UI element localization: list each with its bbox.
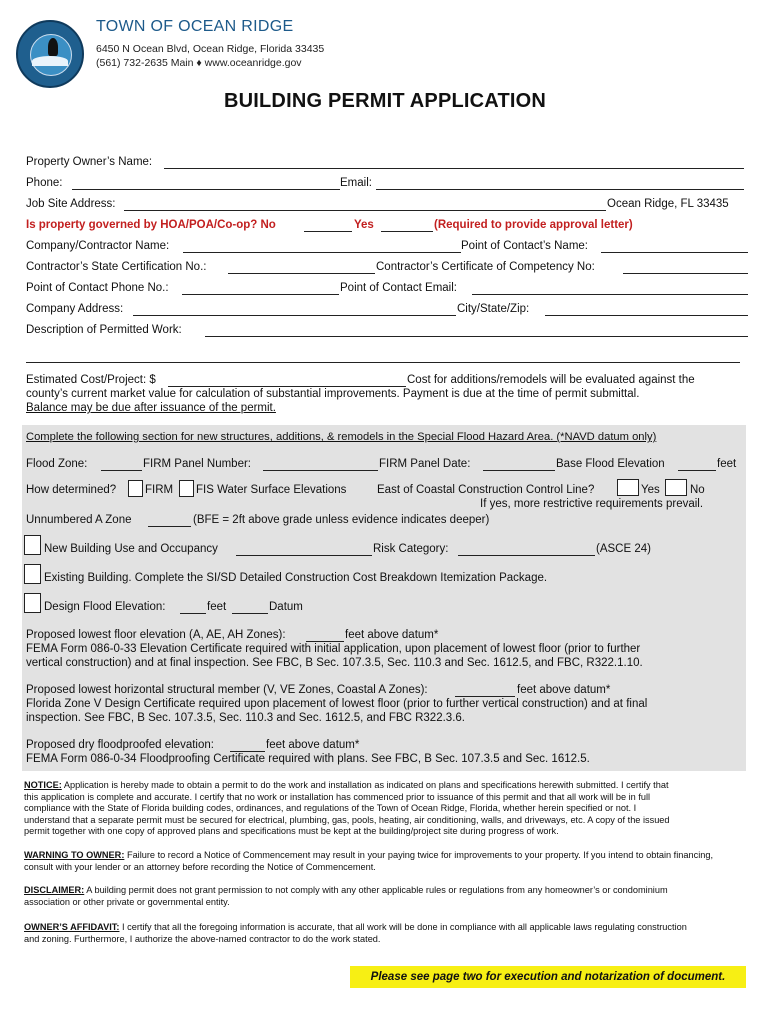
est-cost-field[interactable]	[168, 386, 406, 387]
city-state-zip-label: City/State/Zip:	[457, 303, 530, 315]
poc-name-label: Point of Contact’s Name:	[461, 240, 588, 252]
notice-line-4: understand that a separate permit must be secured for electrical, plumbing, gas, pools, heating, air conditioning, walls, and driveways, etc. A copy of the issued	[24, 814, 670, 825]
unnumbered-label: Unnumbered A Zone	[26, 514, 132, 526]
flood-zone-label: Flood Zone:	[26, 458, 88, 470]
bfe-feet: feet	[717, 458, 737, 470]
hoa-yes-field[interactable]	[381, 231, 433, 232]
lowest-member-datum: feet above datum*	[517, 684, 611, 696]
unnumbered-field[interactable]	[148, 526, 191, 527]
notice-line-2: this application is complete and accurate. I certify that no work or installation has commenced prior to issuance of this permit and that all work will be in full	[24, 791, 651, 802]
risk-field[interactable]	[458, 555, 595, 556]
owner-label: Property Owner’s Name:	[26, 156, 153, 168]
firm-panel-number-field[interactable]	[263, 470, 378, 471]
dry-flood-label: Proposed dry floodproofed elevation:	[26, 739, 214, 751]
new-building-label: New Building Use and Occupancy	[44, 543, 218, 555]
disclaimer-line-1: A building permit does not grant permission to not comply with any other applicable rules or regulations from any homeowner’s or condominium	[86, 885, 668, 895]
firm-panel-date-field[interactable]	[483, 470, 555, 471]
hoa-no-field[interactable]	[304, 231, 352, 232]
warning-line-2: consult with your lender or an attorney before recording the Notice of Commencement.	[24, 861, 376, 872]
notice-line-3: compliance with the State of Florida building codes, ordinances, and regulations of the Town of Ocean Ridge, Florida, whether herein specified or not. I	[24, 803, 637, 813]
hoa-yes-label: Yes	[354, 219, 374, 231]
disclaimer-label: DISCLAIMER:	[24, 885, 85, 895]
poc-phone-field[interactable]	[182, 294, 339, 295]
warning-line-1: Failure to record a Notice of Commencement may result in your paying twice for improvements to your property. If you intend to obtain financing,	[126, 850, 714, 860]
disclaimer-block	[24, 885, 754, 908]
hoa-note: (Required to provide approval letter)	[434, 219, 633, 231]
cost-note-3: Balance may be due after issuance of the permit.	[26, 402, 276, 414]
email-label: Email:	[340, 177, 372, 189]
warning-block	[24, 850, 770, 873]
town-address: 6450 N Ocean Blvd, Ocean Ridge, Florida 33435	[96, 43, 325, 55]
coastal-no-checkbox[interactable]	[665, 479, 687, 496]
florida-v-line1: Florida Zone V Design Certificate required upon placement of lowest floor (prior to further vertical construction) and at final	[26, 698, 648, 710]
firm-label: FIRM	[145, 484, 174, 496]
design-flood-checkbox[interactable]	[24, 593, 41, 613]
cost-note-1: Cost for additions/remodels will be evaluated against the	[407, 374, 695, 386]
notice-label: NOTICE:	[24, 780, 62, 790]
lowest-member-field[interactable]	[455, 696, 515, 697]
asce-label: (ASCE 24)	[596, 543, 651, 555]
design-flood-feet: feet	[207, 601, 227, 613]
coastal-yes-checkbox[interactable]	[617, 479, 639, 496]
affidavit-line-1: I certify that all the foregoing information is accurate, that all work will be done in compliance with all applicable laws regulating construction	[122, 922, 687, 932]
fis-checkbox[interactable]	[179, 480, 194, 497]
phone-label: Phone:	[26, 177, 63, 189]
bfe-label: Base Flood Elevation	[556, 458, 665, 470]
email-field[interactable]	[376, 189, 744, 190]
est-cost-label: Estimated Cost/Project: $	[26, 374, 156, 386]
existing-building-checkbox[interactable]	[24, 564, 41, 584]
design-flood-label: Design Flood Elevation:	[44, 601, 166, 613]
design-flood-feet-field[interactable]	[180, 613, 206, 614]
town-contact: (561) 732-2635 Main ♦ www.oceanridge.gov	[96, 57, 302, 69]
state-cert-label: Contractor’s State Certification No.:	[26, 261, 207, 273]
notice-block	[24, 780, 754, 838]
owner-field[interactable]	[164, 168, 744, 169]
page-two-banner: Please see page two for execution and notarization of document.	[350, 966, 746, 988]
affidavit-label: OWNER’S AFFIDAVIT:	[24, 922, 120, 932]
job-site-suffix: Ocean Ridge, FL 33435	[607, 198, 729, 210]
risk-label: Risk Category:	[373, 543, 449, 555]
company-address-label: Company Address:	[26, 303, 124, 315]
phone-field[interactable]	[72, 189, 340, 190]
fis-label: FIS Water Surface Elevations	[196, 484, 347, 496]
description-field-2[interactable]	[26, 362, 740, 363]
fema-form-34: FEMA Form 086-0-34 Floodproofing Certificate required with plans. See FBC, B Sec. 107.3.5 and Sec. 1612.5.	[26, 753, 590, 765]
restrictive-note: If yes, more restrictive requirements prevail.	[480, 498, 704, 510]
design-flood-datum: Datum	[269, 601, 303, 613]
coastal-yes-label: Yes	[641, 484, 660, 496]
hoa-question: Is property governed by HOA/POA/Co-op? No	[26, 219, 276, 231]
company-field[interactable]	[183, 252, 461, 253]
fema-form-33-line1: FEMA Form 086-0-33 Elevation Certificate required with initial application, upon placement of lowest floor (prior to further	[26, 643, 641, 655]
lowest-floor-label: Proposed lowest floor elevation (A, AE, AH Zones):	[26, 629, 286, 641]
coastal-label: East of Coastal Construction Control Line?	[377, 484, 595, 496]
lowest-member-label: Proposed lowest horizontal structural member (V, VE Zones, Coastal A Zones):	[26, 684, 428, 696]
disclaimer-line-2: association or other private or governmental entity.	[24, 896, 230, 907]
florida-v-line2: inspection. See FBC, B Sec. 107.3.5, Sec. 110.3 and Sec. 1612.5, and FBC R322.3.6.	[26, 712, 465, 724]
bfe-note: (BFE = 2ft above grade unless evidence indicates deeper)	[193, 514, 490, 526]
poc-name-field[interactable]	[601, 252, 748, 253]
flood-heading: Complete the following section for new structures, additions, & remodels in the Special Flood Hazard Area. (*NAVD datum only)	[26, 431, 657, 443]
dry-flood-field[interactable]	[230, 751, 265, 752]
firm-checkbox[interactable]	[128, 480, 143, 497]
state-cert-field[interactable]	[228, 273, 375, 274]
company-address-field[interactable]	[133, 315, 456, 316]
dry-flood-datum: feet above datum*	[266, 739, 360, 751]
new-building-checkbox[interactable]	[24, 535, 41, 555]
town-name: TOWN OF OCEAN RIDGE	[96, 18, 294, 35]
job-site-field[interactable]	[124, 210, 606, 211]
fema-form-33-line2: vertical construction) and at final inspection. See FBC, B Sec. 107.3.5, Sec. 110.3 and Sec. 1612.5, and FBC, R322.1.10.	[26, 657, 643, 669]
new-building-field[interactable]	[236, 555, 372, 556]
poc-email-field[interactable]	[472, 294, 748, 295]
coastal-no-label: No	[690, 484, 705, 496]
warning-label: WARNING TO OWNER:	[24, 850, 125, 860]
competency-field[interactable]	[623, 273, 748, 274]
notice-line-1: Application is hereby made to obtain a permit to do the work and installation as indicated on plans and specifications herewith submitted. I certify that	[63, 780, 669, 790]
cost-note-2: county’s current market value for calculation of substantial improvements. Payment is due at the time of permit submittal.	[26, 388, 640, 400]
job-site-label: Job Site Address:	[26, 198, 116, 210]
affidavit-line-2: and zoning. Furthermore, I authorize the above-named contractor to do the work stated.	[24, 933, 381, 944]
company-label: Company/Contractor Name:	[26, 240, 170, 252]
existing-building-label: Existing Building. Complete the SI/SD Detailed Construction Cost Breakdown Itemization Package.	[44, 572, 548, 584]
affidavit-block	[24, 922, 754, 945]
firm-panel-number-label: FIRM Panel Number:	[143, 458, 252, 470]
firm-panel-date-label: FIRM Panel Date:	[379, 458, 471, 470]
lowest-floor-field[interactable]	[306, 641, 344, 642]
description-label: Description of Permitted Work:	[26, 324, 182, 336]
notice-line-5: permit together with one copy of approved plans and specifications must be kept at the building/project site during progress of work.	[24, 826, 559, 836]
page-title: BUILDING PERMIT APPLICATION	[223, 90, 547, 112]
city-state-zip-field[interactable]	[545, 315, 748, 316]
lowest-floor-datum: feet above datum*	[345, 629, 439, 641]
bfe-field[interactable]	[678, 470, 716, 471]
how-determined-label: How determined?	[26, 484, 117, 496]
description-field-1[interactable]	[205, 336, 748, 337]
poc-phone-label: Point of Contact Phone No.:	[26, 282, 169, 294]
poc-email-label: Point of Contact Email:	[340, 282, 457, 294]
design-flood-datum-field[interactable]	[232, 613, 268, 614]
town-seal-logo	[16, 20, 84, 88]
flood-zone-field[interactable]	[101, 470, 142, 471]
competency-label: Contractor’s Certificate of Competency No:	[376, 261, 595, 273]
